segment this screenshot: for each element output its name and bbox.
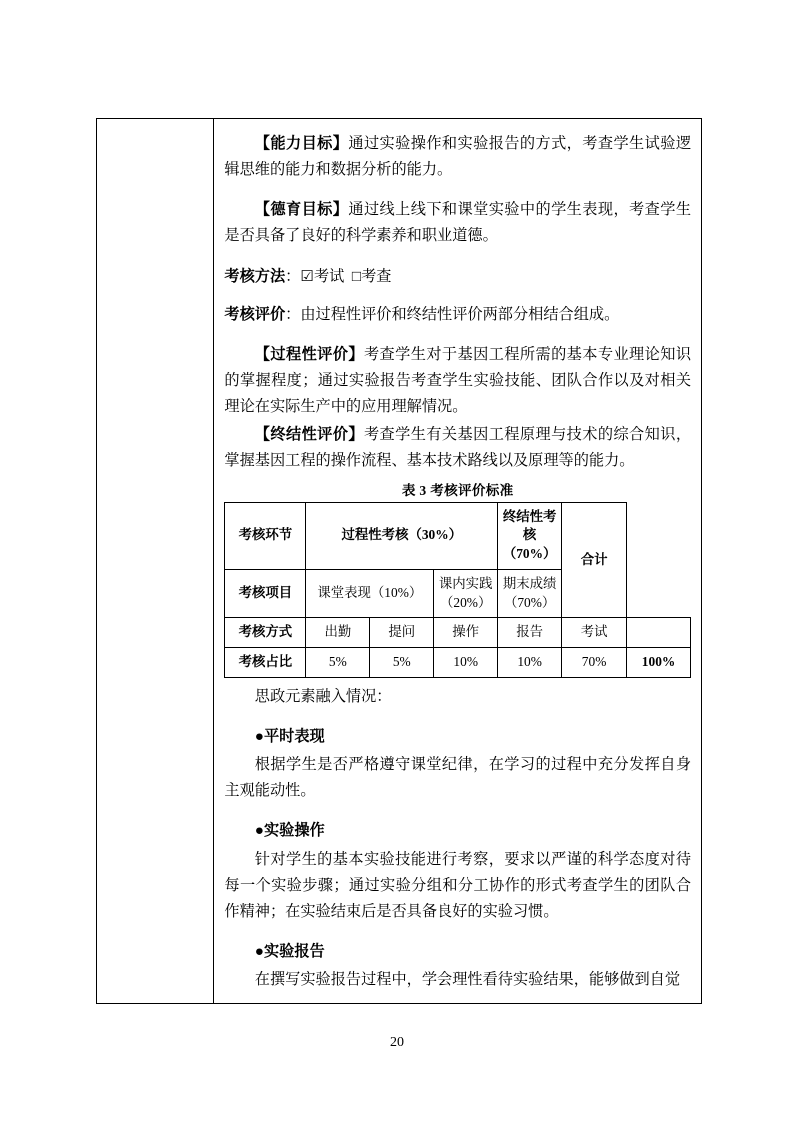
header-final-assessment: 终结性考核（70%） xyxy=(498,502,562,569)
evaluation-label: 考核评价 xyxy=(224,305,286,323)
ideology-title-usual-performance: 平时表现 xyxy=(263,728,325,746)
paragraph-ability-goal xyxy=(224,131,691,183)
ideology-section-1-title xyxy=(224,724,691,750)
process-eval-lead: 【过程性评价】 xyxy=(254,345,364,363)
header-process-assessment: 过程性考核（30%） xyxy=(306,502,498,569)
paragraph-process-evaluation xyxy=(224,342,691,420)
cell-in-class-practice: 课内实践（20%） xyxy=(434,569,498,618)
final-eval-text: 考查学生有关基因工程原理与技术的综合知识，掌握基因工程的操作流程、基本技术路线以及原理等的能力。 xyxy=(224,426,691,470)
final-eval-lead: 【终结性评价】 xyxy=(254,426,364,444)
table-row xyxy=(97,119,702,1004)
cell-questioning: 提问 xyxy=(370,618,434,648)
moral-goal-lead: 【德育目标】 xyxy=(254,201,349,219)
ability-goal-lead: 【能力目标】 xyxy=(254,135,349,152)
assessment-method-label: 考核方法 xyxy=(224,267,286,285)
cell-questioning-pct: 5% xyxy=(370,648,434,678)
assessment-table-caption: 表 3 考核评价标准 xyxy=(401,482,514,498)
row-label-stage: 考核环节 xyxy=(225,502,306,569)
ideology-section-1-body: 根据学生是否严格遵守课堂纪律，在学习的过程中充分发挥自身主观能动性。 xyxy=(224,756,691,800)
ideology-section-2-title xyxy=(224,818,691,844)
row-label-method: 考核方式 xyxy=(225,618,306,648)
cell-method-total xyxy=(627,618,691,648)
bullet-icon: ● xyxy=(254,728,264,746)
cell-operation-pct: 10% xyxy=(434,648,498,678)
paragraph-final-evaluation xyxy=(224,422,691,474)
table-row xyxy=(225,648,691,678)
checkbox-exam[interactable]: ☑考试 xyxy=(300,267,345,285)
ideology-section-3-body: 在撰写实验报告过程中，学会理性看待实验结果，能够做到自觉 xyxy=(254,971,681,989)
assessment-method-colon: ： xyxy=(285,267,301,285)
cell-exam: 考试 xyxy=(562,618,627,648)
row-label-item: 考核项目 xyxy=(225,569,306,618)
main-content-column xyxy=(214,119,702,1004)
cell-classroom-performance: 课堂表现（10%） xyxy=(306,569,434,618)
cell-operation: 操作 xyxy=(434,618,498,648)
row-label-proportion: 考核占比 xyxy=(225,648,306,678)
header-total: 合计 xyxy=(562,502,627,618)
ideology-title-experiment-report: 实验报告 xyxy=(263,943,325,961)
assessment-criteria-table xyxy=(224,502,691,678)
moral-goal-text: 通过线上线下和课堂实验中的学生表现，考查学生是否具备了良好的科学素养和职业道德。 xyxy=(224,201,691,245)
cell-attendance: 出勤 xyxy=(306,618,370,648)
bullet-icon: ● xyxy=(254,943,264,961)
bullet-icon: ● xyxy=(254,822,264,840)
cell-report: 报告 xyxy=(498,618,562,648)
table-row xyxy=(225,502,691,569)
ideology-title-experiment-operation: 实验操作 xyxy=(263,822,325,840)
process-eval-text: 考查学生对于基因工程所需的基本专业理论知识的掌握程度；通过实验报告考查学生实验技能、团队合作以及对相关理论在实际生产中的应用理解情况。 xyxy=(224,345,691,416)
ability-goal-text: 通过实验操作和实验报告的方式，考查学生试验逻辑思维的能力和数据分析的能力。 xyxy=(224,135,691,179)
cell-grand-total: 100% xyxy=(627,648,691,678)
outer-content-table xyxy=(96,118,702,1004)
evaluation-text: 由过程性评价和终结性评价两部分相结合组成。 xyxy=(300,305,620,323)
table-row xyxy=(225,618,691,648)
cell-report-pct: 10% xyxy=(498,648,562,678)
ideology-section-2-body: 针对学生的基本实验技能进行考察，要求以严谨的科学态度对待每一个实验步骤；通过实验分组和分工协作的形式考查学生的团队合作精神；在实验结束后是否具备良好的实验习惯。 xyxy=(224,850,691,920)
left-empty-column xyxy=(97,119,214,1004)
ideology-intro: 思政元素融入情况： xyxy=(254,687,392,705)
page-number: 20 xyxy=(390,1035,404,1050)
checkbox-inspection[interactable]: □考查 xyxy=(351,267,392,285)
paragraph-moral-goal xyxy=(224,197,691,249)
ideology-section-3-title xyxy=(224,939,691,965)
cell-exam-pct: 70% xyxy=(562,648,627,678)
evaluation-line xyxy=(224,302,691,328)
cell-final-score: 期末成绩（70%） xyxy=(498,569,562,618)
cell-attendance-pct: 5% xyxy=(306,648,370,678)
assessment-method-line xyxy=(224,264,691,290)
evaluation-colon: ： xyxy=(285,305,301,323)
